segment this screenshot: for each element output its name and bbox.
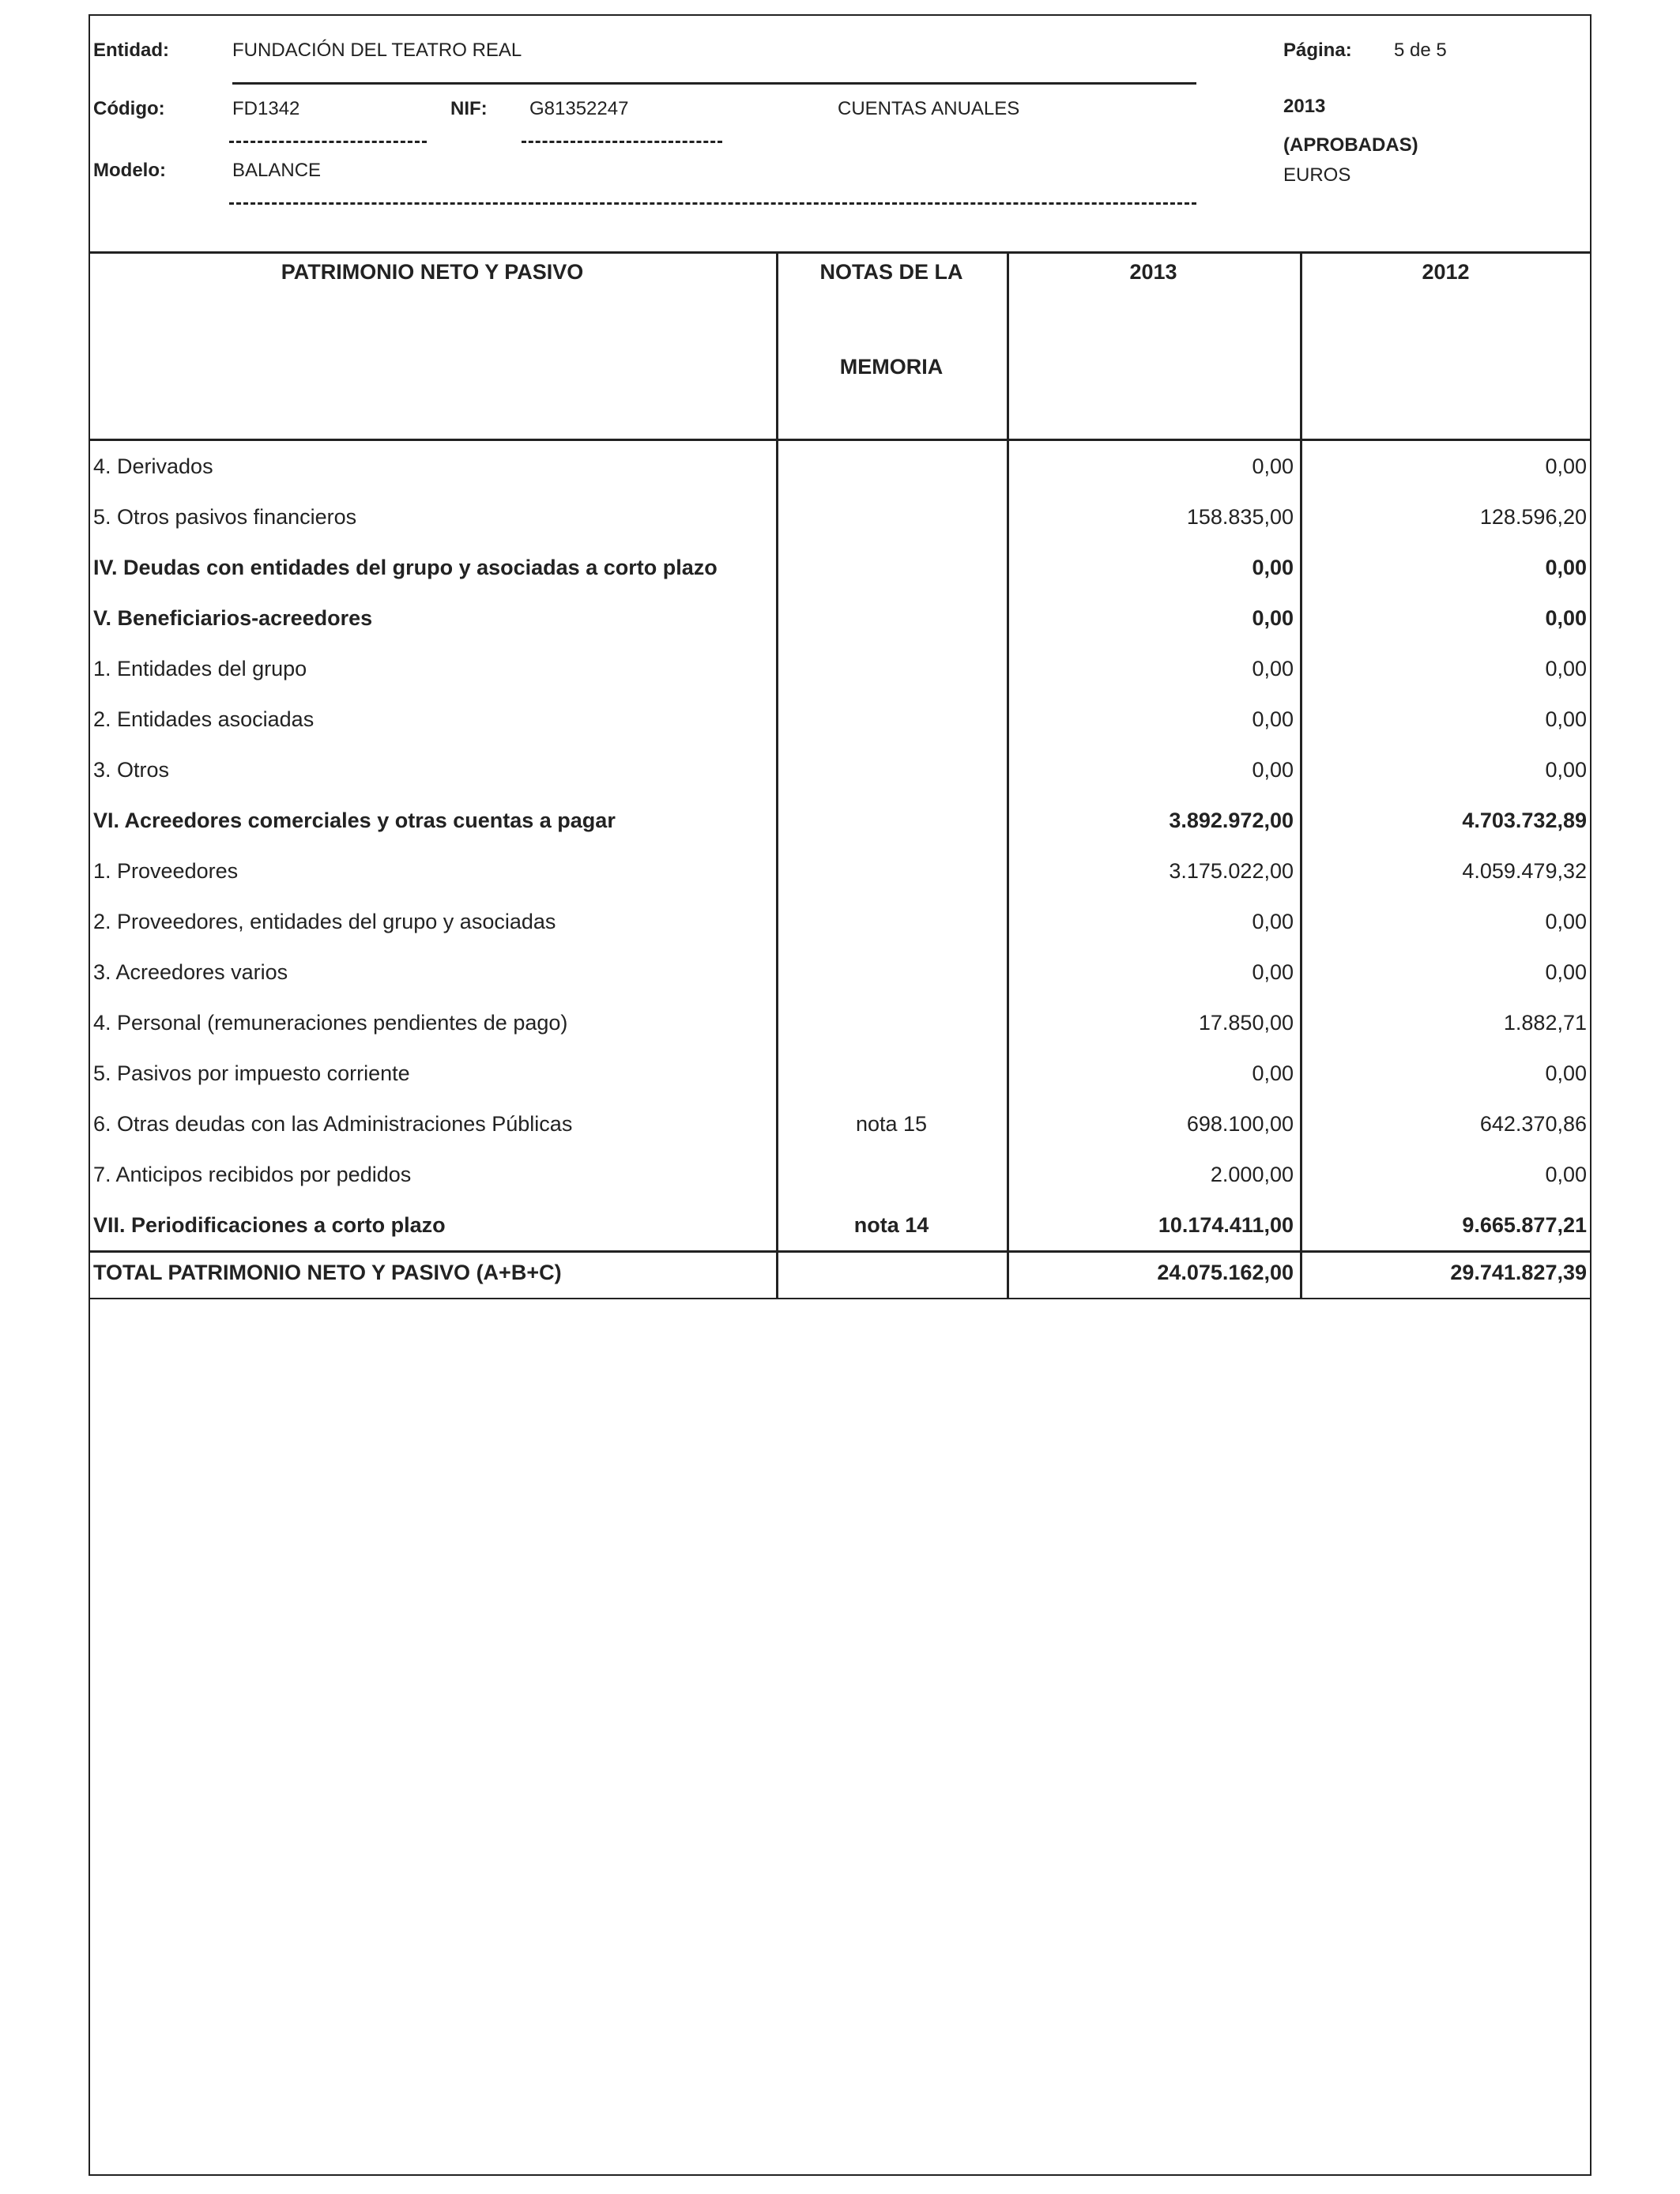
- balance-table: [89, 251, 1591, 1299]
- header-year-2012: 2012: [1422, 260, 1470, 284]
- table-row: [89, 694, 1591, 745]
- row-value-2012: 9.665.877,21: [1462, 1213, 1587, 1237]
- doc-type: CUENTAS ANUALES: [838, 98, 1020, 119]
- pagina-label: Página:: [1283, 40, 1352, 61]
- row-desc: 4. Personal (remuneraciones pendientes de pago): [93, 1011, 568, 1035]
- column-divider: [776, 254, 778, 439]
- table-row: [89, 896, 1591, 947]
- table-row: [89, 1048, 1591, 1099]
- row-value-2012: 1.882,71: [1503, 1011, 1587, 1035]
- row-note: [776, 947, 1007, 997]
- row-value-2012: 0,00: [1545, 910, 1587, 933]
- nif-label: NIF:: [450, 98, 488, 119]
- row-value-2012: 0,00: [1545, 657, 1587, 680]
- codigo-underline: [229, 141, 427, 143]
- row-value-2013: 2.000,00: [1210, 1163, 1294, 1186]
- table-row: [89, 1149, 1591, 1200]
- row-note: [776, 795, 1007, 846]
- column-divider: [1300, 254, 1302, 439]
- table-body: [89, 441, 1591, 1250]
- status-label: (APROBADAS): [1283, 134, 1418, 156]
- header-year: 2013: [1283, 96, 1326, 117]
- row-desc: 6. Otras deudas con las Administraciones Públicas: [93, 1112, 573, 1136]
- row-value-2013: 0,00: [1252, 657, 1294, 680]
- row-value-2012: 0,00: [1545, 606, 1587, 630]
- row-desc: IV. Deudas con entidades del grupo y asociadas a corto plazo: [93, 556, 718, 579]
- row-desc: 2. Proveedores, entidades del grupo y asociadas: [93, 910, 556, 933]
- entidad-label: Entidad:: [93, 40, 169, 61]
- entidad-value: FUNDACIÓN DEL TEATRO REAL: [232, 40, 522, 61]
- row-note: [776, 745, 1007, 795]
- header-notes: NOTAS DE LA MEMORIA: [819, 260, 963, 379]
- row-desc: 3. Acreedores varios: [93, 960, 288, 984]
- total-2012: 29.741.827,39: [1450, 1261, 1587, 1284]
- nif-underline: [522, 141, 722, 143]
- row-value-2012: 0,00: [1545, 1163, 1587, 1186]
- row-desc: 4. Derivados: [93, 454, 213, 478]
- row-note: [776, 542, 1007, 593]
- row-value-2013: 0,00: [1252, 556, 1294, 579]
- row-value-2013: 0,00: [1252, 707, 1294, 731]
- row-desc: 3. Otros: [93, 758, 170, 782]
- total-2013: 24.075.162,00: [1157, 1261, 1294, 1284]
- total-note: [776, 1253, 1007, 1298]
- row-value-2012: 4.059.479,32: [1462, 859, 1587, 883]
- row-desc: V. Beneficiarios-acreedores: [93, 606, 373, 630]
- table-row: [89, 745, 1591, 795]
- row-value-2012: 0,00: [1545, 556, 1587, 579]
- modelo-label: Modelo:: [93, 160, 166, 181]
- row-note: [776, 1149, 1007, 1200]
- row-value-2012: 0,00: [1545, 454, 1587, 478]
- pagina-value: 5 de 5: [1394, 40, 1447, 61]
- row-value-2013: 0,00: [1252, 606, 1294, 630]
- row-value-2012: 0,00: [1545, 758, 1587, 782]
- row-value-2012: 0,00: [1545, 960, 1587, 984]
- table-row: [89, 643, 1591, 694]
- modelo-value: BALANCE: [232, 160, 322, 181]
- row-value-2013: 0,00: [1252, 960, 1294, 984]
- header-desc: PATRIMONIO NETO Y PASIVO: [281, 260, 584, 284]
- row-desc: VI. Acreedores comerciales y otras cuentas a pagar: [93, 809, 616, 832]
- row-value-2012: 128.596,20: [1479, 505, 1587, 529]
- row-note: [776, 492, 1007, 542]
- table-row: [89, 1099, 1591, 1149]
- row-note: nota 14: [853, 1213, 929, 1237]
- row-desc: 2. Entidades asociadas: [93, 707, 315, 731]
- row-value-2013: 3.175.022,00: [1169, 859, 1294, 883]
- table-row: [89, 492, 1591, 542]
- table-row: [89, 795, 1591, 846]
- row-value-2013: 3.892.972,00: [1169, 809, 1294, 832]
- row-desc: 5. Otros pasivos financieros: [93, 505, 357, 529]
- currency-label: EUROS: [1283, 164, 1351, 186]
- table-row: [89, 997, 1591, 1048]
- codigo-label: Código:: [93, 98, 165, 119]
- row-value-2013: 17.850,00: [1198, 1011, 1294, 1035]
- table-row: [89, 441, 1591, 492]
- row-value-2013: 0,00: [1252, 758, 1294, 782]
- row-desc: 1. Entidades del grupo: [93, 657, 307, 680]
- header-year-2013: 2013: [1129, 260, 1177, 284]
- row-note: [776, 846, 1007, 896]
- row-note: [776, 694, 1007, 745]
- row-desc: 5. Pasivos por impuesto corriente: [93, 1061, 410, 1085]
- row-value-2013: 698.100,00: [1186, 1112, 1294, 1136]
- row-value-2012: 0,00: [1545, 1061, 1587, 1085]
- row-note: [776, 643, 1007, 694]
- nif-value: G81352247: [529, 98, 629, 119]
- table-row: [89, 542, 1591, 593]
- row-value-2012: 0,00: [1545, 707, 1587, 731]
- row-note: [776, 997, 1007, 1048]
- row-value-2013: 158.835,00: [1186, 505, 1294, 529]
- header-rule: [232, 82, 1196, 85]
- row-value-2012: 4.703.732,89: [1462, 809, 1587, 832]
- total-row: [89, 1250, 1591, 1299]
- row-value-2013: 0,00: [1252, 1061, 1294, 1085]
- total-desc: TOTAL PATRIMONIO NETO Y PASIVO (A+B+C): [93, 1261, 562, 1284]
- row-note: [776, 441, 1007, 492]
- row-value-2013: 10.174.411,00: [1158, 1213, 1294, 1237]
- row-desc: VII. Periodificaciones a corto plazo: [93, 1213, 446, 1237]
- table-row: [89, 1200, 1591, 1250]
- row-note: [776, 896, 1007, 947]
- table-row: [89, 846, 1591, 896]
- table-row: [89, 593, 1591, 643]
- row-value-2013: 0,00: [1252, 910, 1294, 933]
- modelo-underline: [229, 202, 1196, 205]
- row-note: nota 15: [855, 1112, 928, 1136]
- row-desc: 1. Proveedores: [93, 859, 239, 883]
- column-divider: [1007, 254, 1009, 439]
- table-row: [89, 947, 1591, 997]
- codigo-value: FD1342: [232, 98, 300, 119]
- row-note: [776, 593, 1007, 643]
- table-header: [89, 251, 1591, 441]
- row-value-2012: 642.370,86: [1479, 1112, 1587, 1136]
- row-note: [776, 1048, 1007, 1099]
- row-desc: 7. Anticipos recibidos por pedidos: [93, 1163, 412, 1186]
- row-value-2013: 0,00: [1252, 454, 1294, 478]
